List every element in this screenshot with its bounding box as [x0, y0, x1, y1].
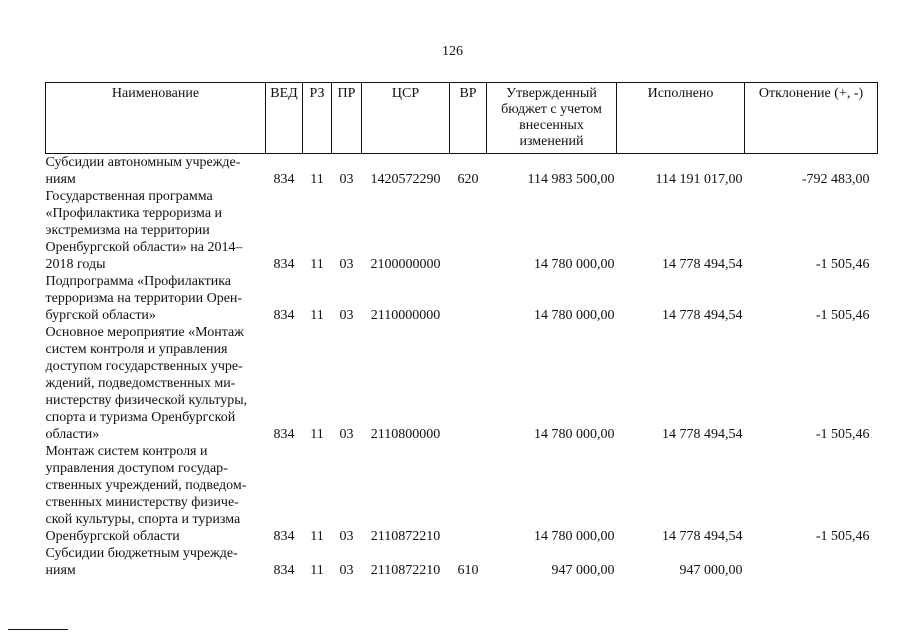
header-executed: Исполнено — [617, 83, 745, 154]
cell-name: Основное мероприятие «Монтаж систем контроля и управления доступом государственных учре- ждений, подведомственных ми- нистерству физической культуры, спорта и туризма Оренбургской области» — [45, 325, 248, 442]
cell-ved: 834 — [273, 427, 295, 442]
cell-csr: 2110872210 — [370, 563, 441, 578]
cell-approved: 114 983 500,00 — [527, 172, 615, 187]
cell-deviation: -1 505,46 — [815, 427, 870, 442]
cell-executed: 14 778 494,54 — [662, 427, 743, 442]
table-header — [46, 83, 878, 154]
header-csr: ЦСР — [362, 83, 450, 154]
header-ved: ВЕД — [266, 83, 303, 154]
cell-pr: 03 — [339, 172, 354, 187]
header-rz: РЗ — [303, 83, 332, 154]
cell-rz: 11 — [310, 529, 324, 544]
cell-pr: 03 — [339, 529, 354, 544]
cell-approved: 14 780 000,00 — [534, 308, 615, 323]
table-body — [46, 154, 878, 580]
cell-name: Государственная программа «Профилактика терроризма и экстремизма на территории Оренбургской области» на 2014– 2018 годы — [45, 189, 243, 272]
cell-vr — [450, 188, 487, 273]
cell-executed: 114 191 017,00 — [655, 172, 743, 187]
cell-executed: 14 778 494,54 — [662, 308, 743, 323]
cell-vr — [450, 443, 487, 545]
footnote-divider — [8, 629, 68, 630]
cell-rz: 11 — [310, 257, 324, 272]
budget-table — [45, 82, 878, 579]
table-row — [46, 545, 878, 579]
cell-csr: 2100000000 — [370, 257, 441, 272]
table-row — [46, 443, 878, 545]
cell-csr: 2110000000 — [370, 308, 441, 323]
cell-ved: 834 — [273, 529, 295, 544]
header-approved: Утвержденный бюджет с учетом внесенных изменений — [487, 83, 617, 154]
cell-csr: 2110800000 — [370, 427, 441, 442]
cell-deviation: -1 505,46 — [815, 529, 870, 544]
page-number: 126 — [442, 44, 463, 59]
header-deviation: Отклонение (+, -) — [745, 83, 878, 154]
cell-name: Субсидии бюджетным учрежде- ниям — [45, 546, 238, 578]
cell-ved: 834 — [273, 308, 295, 323]
cell-pr: 03 — [339, 257, 354, 272]
cell-executed: 947 000,00 — [679, 563, 743, 578]
header-pr: ПР — [332, 83, 362, 154]
header-vr: ВР — [450, 83, 487, 154]
header-name: Наименование — [46, 83, 266, 154]
cell-vr: 620 — [457, 172, 479, 187]
cell-name: Субсидии автономным учрежде- ниям — [45, 155, 241, 187]
cell-rz: 11 — [310, 563, 324, 578]
cell-approved: 14 780 000,00 — [534, 257, 615, 272]
cell-approved: 14 780 000,00 — [534, 529, 615, 544]
cell-csr: 1420572290 — [370, 172, 441, 187]
cell-rz: 11 — [310, 427, 324, 442]
cell-deviation: -1 505,46 — [815, 308, 870, 323]
cell-approved: 947 000,00 — [551, 563, 615, 578]
cell-ved: 834 — [273, 172, 295, 187]
cell-ved: 834 — [273, 563, 295, 578]
cell-deviation: -792 483,00 — [801, 172, 870, 187]
table-row — [46, 324, 878, 443]
table-row — [46, 188, 878, 273]
budget-table-container — [45, 82, 877, 579]
cell-rz: 11 — [310, 172, 324, 187]
cell-pr: 03 — [339, 308, 354, 323]
cell-vr — [450, 324, 487, 443]
cell-vr — [450, 273, 487, 324]
table-row — [46, 154, 878, 189]
cell-deviation — [745, 545, 878, 579]
header-row — [46, 83, 878, 154]
cell-name: Подпрограмма «Профилактика терроризма на территории Орен- бургской области» — [45, 274, 243, 323]
table-row — [46, 273, 878, 324]
cell-ved: 834 — [273, 257, 295, 272]
cell-pr: 03 — [339, 427, 354, 442]
cell-pr: 03 — [339, 563, 354, 578]
cell-csr: 2110872210 — [370, 529, 441, 544]
cell-approved: 14 780 000,00 — [534, 427, 615, 442]
cell-deviation: -1 505,46 — [815, 257, 870, 272]
cell-executed: 14 778 494,54 — [662, 529, 743, 544]
cell-vr: 610 — [457, 563, 479, 578]
cell-executed: 14 778 494,54 — [662, 257, 743, 272]
cell-rz: 11 — [310, 308, 324, 323]
cell-name: Монтаж систем контроля и управления доступом государ- ственных учреждений, подведом- ственных министерству физиче- ской культуры, спорта и туризма Оренбургской области — [45, 444, 247, 544]
